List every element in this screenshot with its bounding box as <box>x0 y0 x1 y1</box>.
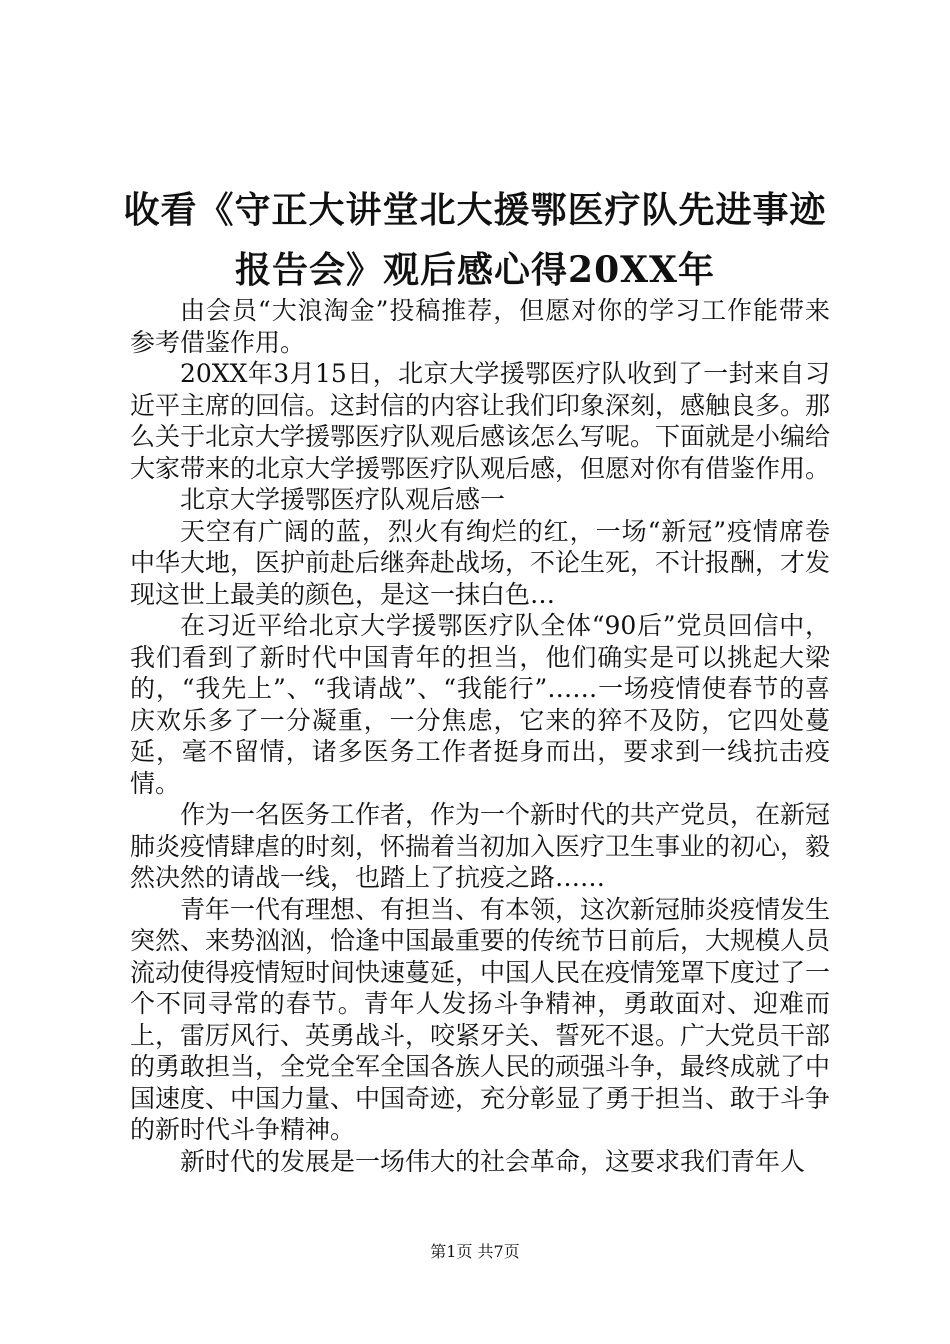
paragraph: 天空有广阔的蓝，烈火有绚烂的红，一场“新冠”疫情席卷中华大地，医护前赴后继奔赴战场，不论生死，不计报酬，才发现这世上最美的颜色，是这一抹白色… <box>130 516 831 609</box>
paragraph: 作为一名医务工作者，作为一个新时代的共产党员，在新冠肺炎疫情肆虐的时刻，怀揣着当初加入医疗卫生事业的初心，毅然决然的请战一线，也踏上了抗疫之路…… <box>130 800 831 892</box>
paragraph-intro: 由会员“大浪淘金”投稿推荐，但愿对你的学习工作能带来参考借鉴作用。 <box>130 296 830 357</box>
paragraph: 在习近平给北京大学援鄂医疗队全体“90后”党员回信中，我们看到了新时代中国青年的担当，他们确实是可以挑起大梁的，“我先上”、“我请战”、“我能行”……一场疫情使春节的喜庆欢乐多了一分凝重，一分焦虑，它来的猝不及防，它四处蔓延，毫不留情，诸多医务工作者挺身而出，要求到一线抗击疫情。 <box>130 611 830 798</box>
paragraph-background: 20XX年3月15日，北京大学援鄂医疗队收到了一封来自习近平主席的回信。这封信的内容让我们印象深刻，感触良多。那么关于北京大学援鄂医疗队观后感该怎么写呢。下面就是小编给大家带来的北京大学援鄂医疗队观后感，但愿对你有借鉴作用。 <box>130 359 831 483</box>
page-footer: 第1页 共7页 <box>430 1242 520 1261</box>
paragraph: 青年一代有理想、有担当、有本领，这次新冠肺炎疫情发生突然、来势汹汹，恰逢中国最重要的传统节日前后，大规模人员流动使得疫情短时间快速蔓延，中国人民在疫情笼罩下度过了一个不同寻常的春节。青年人发扬斗争精神，勇敢面对、迎难而上，雷厉风行、英勇战斗，咬紧牙关、誓死不退。广大党员干部的勇敢担当，全党全军全国各族人民的顽强斗争，最终成就了中国速度、中国力量、中国奇迹，充分彰显了勇于担当、敢于斗争的新时代斗争精神。 <box>130 894 831 1144</box>
document-body <box>130 295 830 1177</box>
document-title: 收看《守正大讲堂北大援鄂医疗队先进事迹报告会》观后感心得20XX年 <box>123 189 827 291</box>
section-heading: 北京大学援鄂医疗队观后感一 <box>180 485 506 514</box>
paragraph: 新时代的发展是一场伟大的社会革命，这要求我们青年人 <box>180 1146 806 1176</box>
